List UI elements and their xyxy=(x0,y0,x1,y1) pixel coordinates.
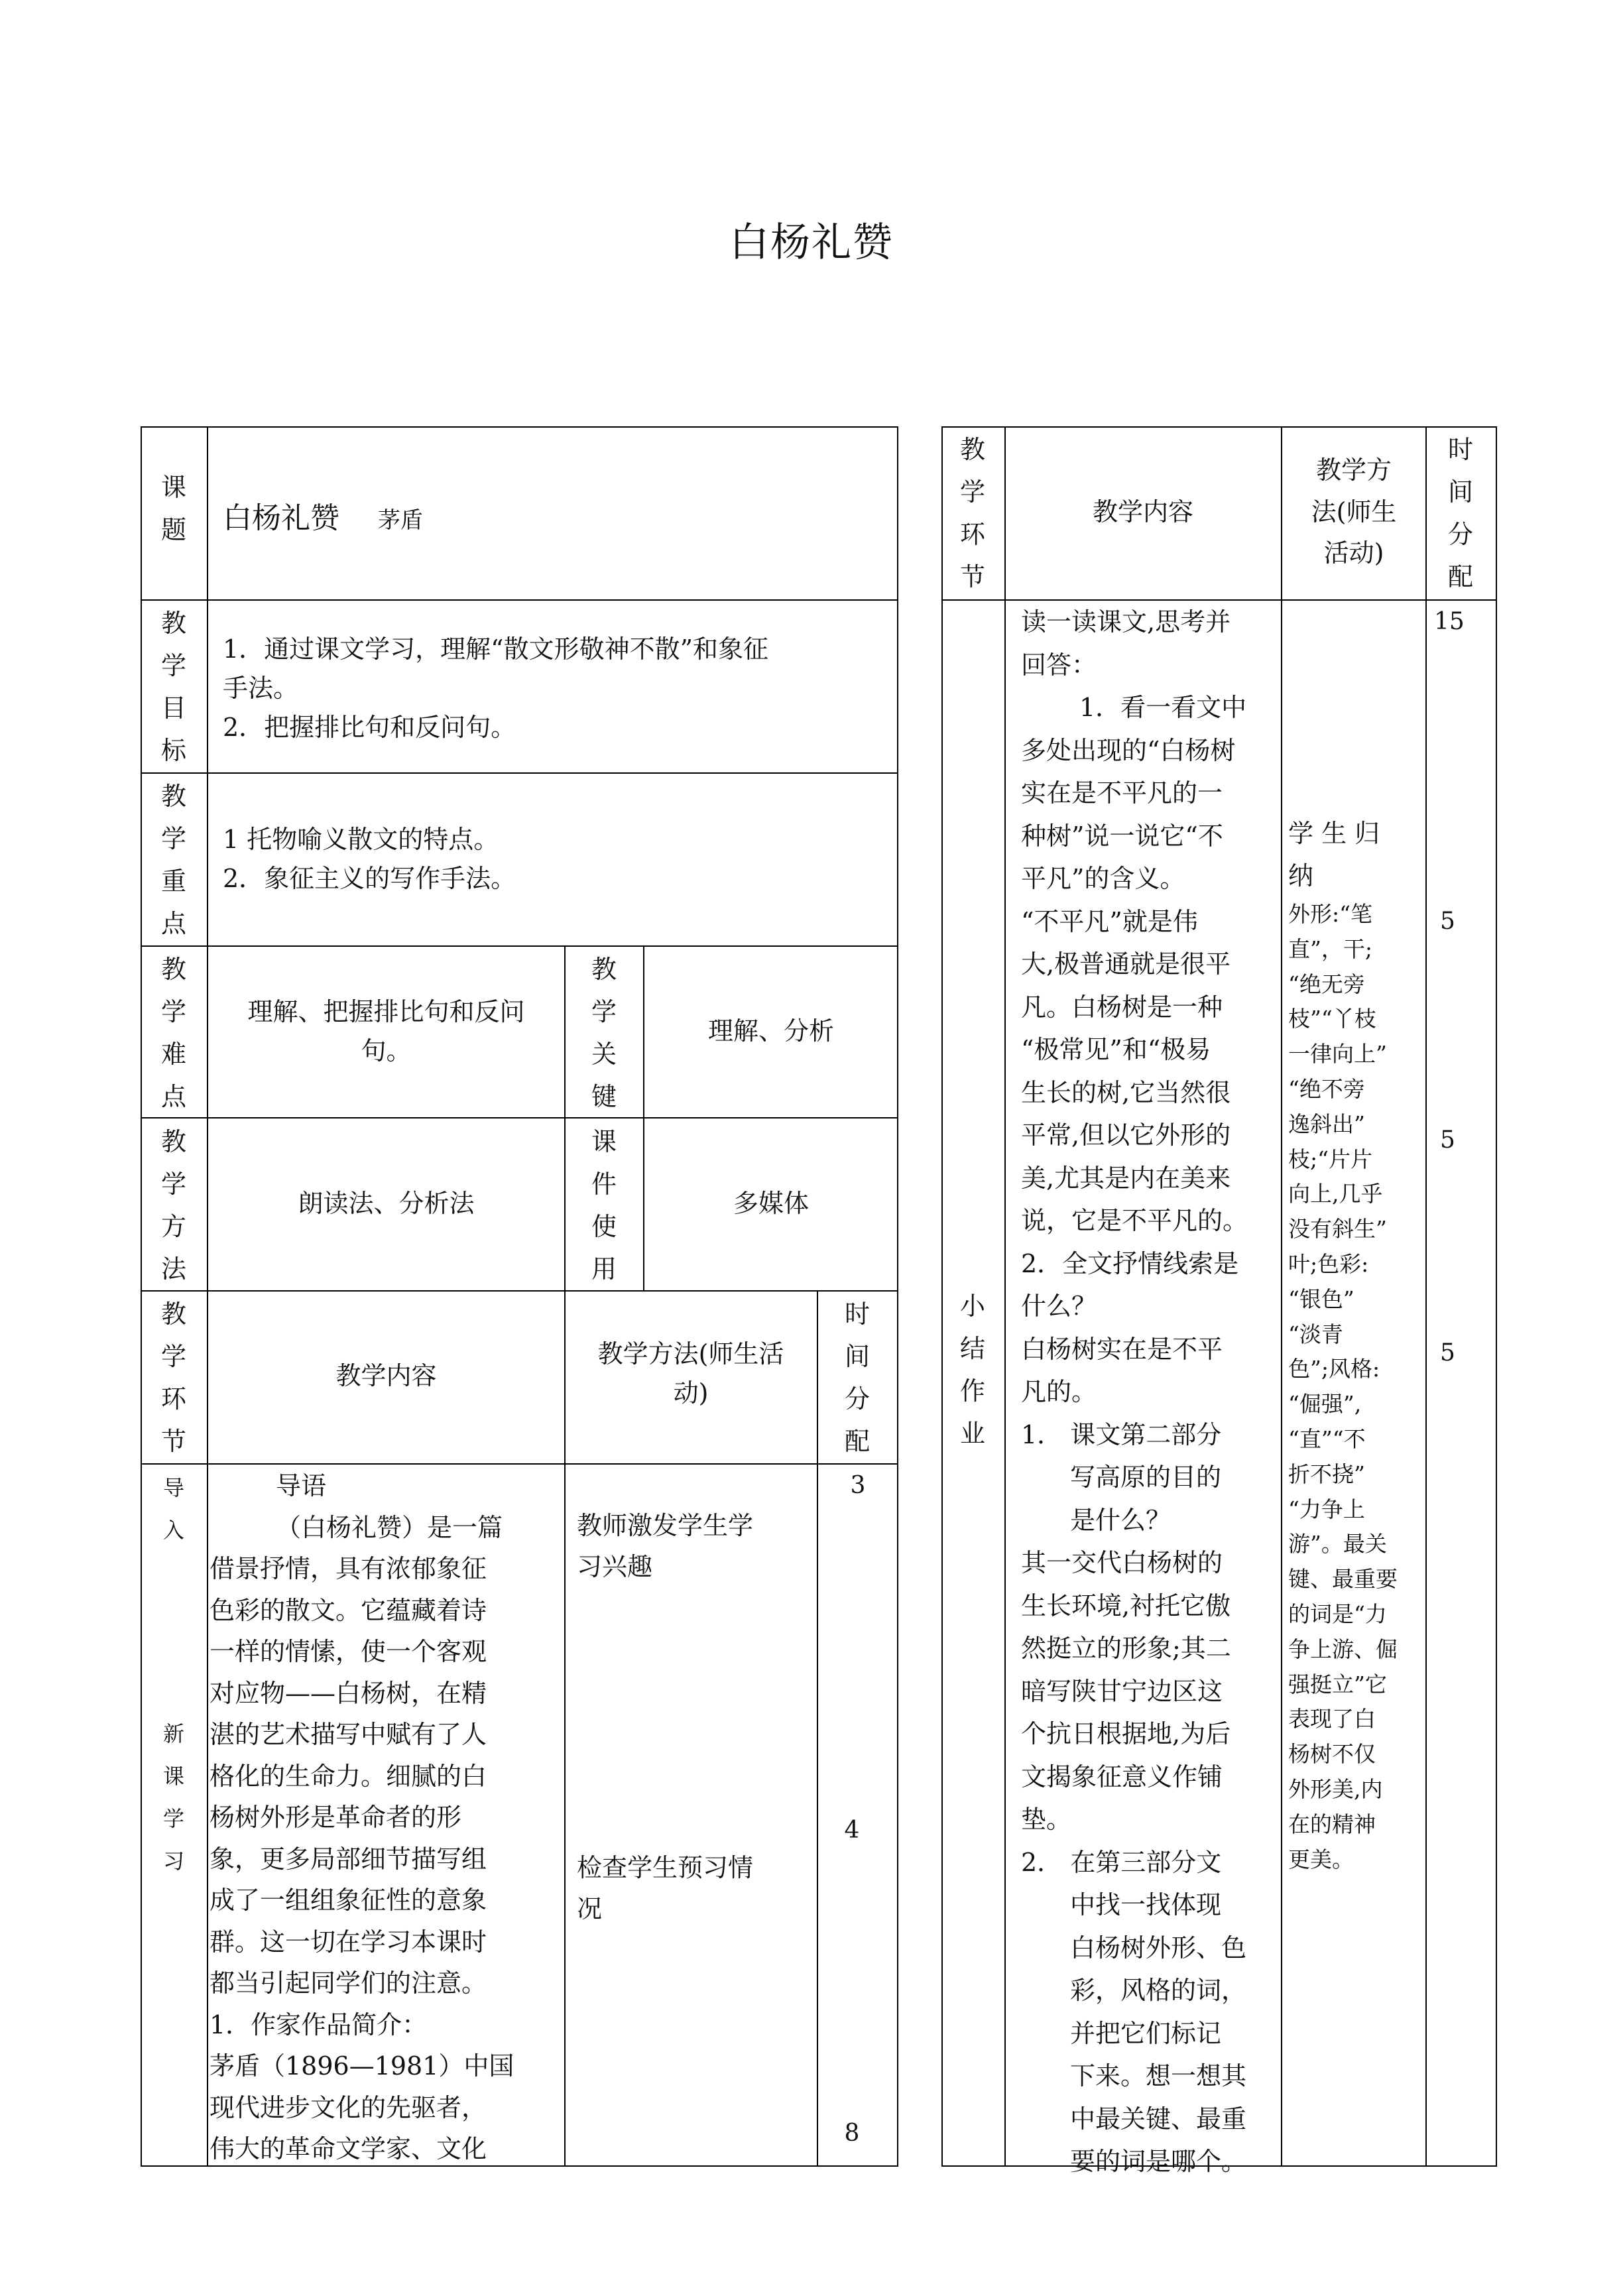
difficulty-label: 教学难点 xyxy=(160,955,186,1111)
stage-new-lesson: 新课学习 xyxy=(162,1721,184,1874)
right-method-header: 教学方 法(师生 活动) xyxy=(1311,455,1397,568)
right-time-header: 时间分配 xyxy=(1447,435,1473,591)
document-title: 白杨礼赞 xyxy=(729,219,894,266)
right-stage-header: 教学环节 xyxy=(959,435,985,591)
key-label: 教学关键 xyxy=(591,955,617,1111)
courseware-label: 课件使用 xyxy=(591,1127,617,1284)
time-header: 时间分配 xyxy=(844,1299,870,1456)
topic-author: 茅盾 xyxy=(378,507,423,534)
methods-label: 教学方法 xyxy=(160,1127,186,1284)
time-value: 8 xyxy=(844,2120,860,2147)
right-lesson-content: 读一读课文,思考并 回答： 1．看一看文中 多处出现的“白杨树 实在是不平凡的一 种树”说一说它“不 平凡”的含义。 “不平凡”就是伟 大,极普通就是很平 凡。白杨树是一种 “极常见”和“极易 生长的树,它当然很 平常,但以它外形的 美,尤其是内在美来 说，它是不平凡的。 2．全文抒情线索是 什么？ 白杨树实在是不平 凡的。 1． 课文第二部分 写高原的目的 是什么？ 其一交代白杨树的 生长环境,衬托它傲 然挺立的形象;其二 暗写陕甘宁边区这 个抗日根据地,为后 文揭象征意义作铺 垫。 2． 在第三部分文 中找一找体现 白杨树外形、色 彩，风格的词， 并把它们标记 下来。想一想其 中最关键、最重 要的词是哪个。 xyxy=(1021,607,1248,2176)
method-intro: 教师激发学生学 习兴趣 xyxy=(577,1511,754,1581)
difficulty-content: 理解、把握排比句和反问 句。 xyxy=(247,997,525,1065)
topic-content: 白杨礼赞 xyxy=(223,501,339,535)
method-new-lesson: 检查学生预习情 况 xyxy=(577,1853,754,1923)
lesson-content: 导语 （白杨礼赞）是一篇 借景抒情，具有浓郁象征 色彩的散文。它蕴藏着诗 一样的情愫，使一个客观 对应物——白杨树，在精 湛的艺术描写中赋有了人 格化的生命力。细腻的白 杨树外形是革命者的形 象，更多局部细节描写组 成了一组组象征性的意象 群。这一切在学习本课时 都当引起同学们的注意。 1．作家作品简介： 茅盾（1896—1981）中国 现代进步文化的先驱者， 伟大的革命文学家、文化 xyxy=(210,1471,514,2163)
objectives-label: 教学目标 xyxy=(160,609,186,765)
key-points-content: 1 托物喻义散文的特点。 2．象征主义的写作手法。 xyxy=(223,825,516,893)
methods-content: 朗读法、分析法 xyxy=(298,1189,475,1218)
key-points-label: 教学重点 xyxy=(160,782,186,938)
objectives-content: 1．通过课文学习，理解“散文形敬神不散”和象征 手法。 2．把握排比句和反问句。 xyxy=(223,634,769,742)
time-value: 4 xyxy=(844,1817,860,1844)
right-time-value: 5 xyxy=(1440,908,1455,935)
right-content-header: 教学内容 xyxy=(1092,497,1193,526)
right-time-value: 5 xyxy=(1440,1126,1455,1154)
time-value: 3 xyxy=(850,1472,866,1499)
right-time-value: 15 xyxy=(1434,608,1465,635)
right-time-value: 5 xyxy=(1440,1339,1455,1366)
method-header: 教学方法(师生活 动) xyxy=(597,1339,784,1408)
stage-summary-homework: 小结作业 xyxy=(959,1292,985,1448)
content-header: 教学内容 xyxy=(335,1361,437,1390)
stage-intro: 导入 xyxy=(162,1475,184,1543)
courseware-content: 多媒体 xyxy=(733,1189,809,1218)
key-content: 理解、分析 xyxy=(707,1016,834,1046)
right-method-content: 学 生 归 纳 外形:“笔 直”，干; “绝无旁 枝”“丫枝 一律向上” “绝不旁 逸斜出” 枝;“片片 向上,几乎 没有斜生” 叶;色彩: “银色” “淡青 色”;风格: “倔强”, “直”“不 折不挠” “力争上 游”。最关 键、最重要 的词是“力 争上游、倔 强挺立”它 表现了白 杨树不仅 外形美,内 在的精神 更美。 xyxy=(1288,819,1398,1872)
stage-header: 教学环节 xyxy=(160,1299,186,1456)
topic-label: 课题 xyxy=(160,473,186,544)
